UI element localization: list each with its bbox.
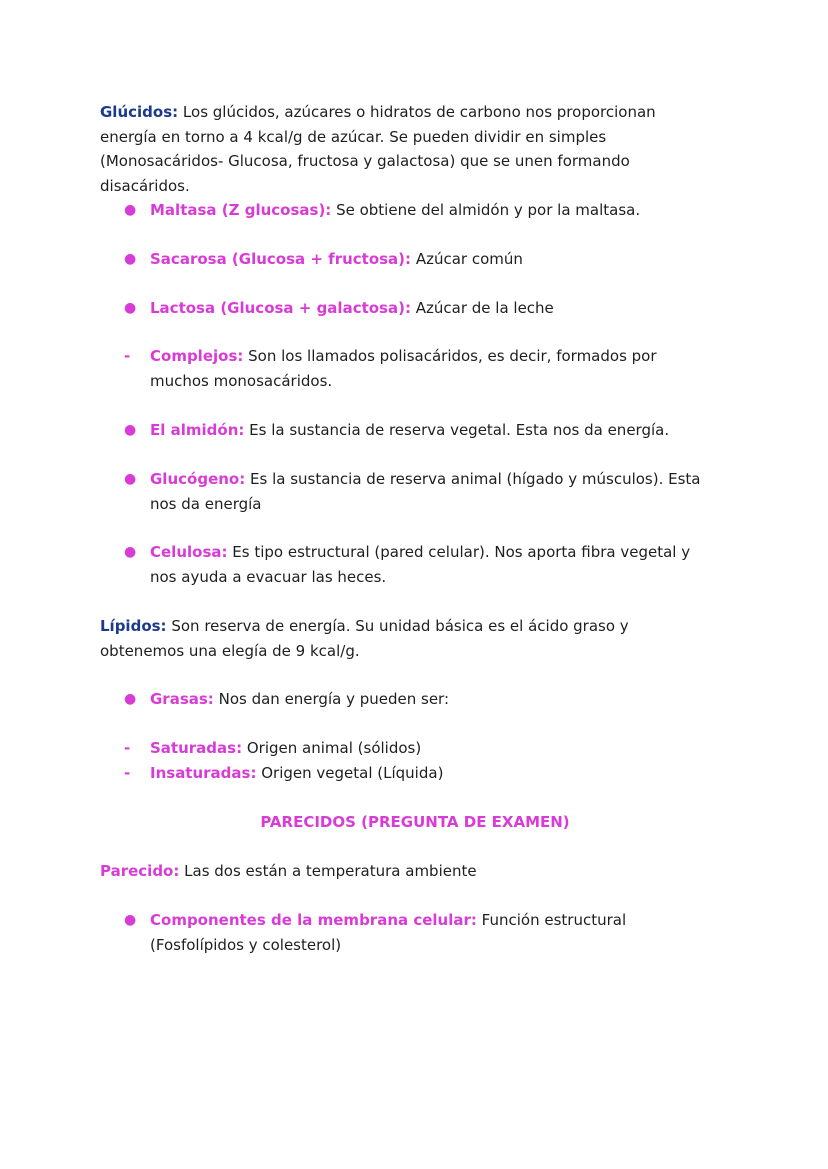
insaturadas-text: Origen vegetal (Líquida) bbox=[261, 764, 444, 782]
lipidos-paragraph bbox=[100, 614, 710, 663]
glucidos-text: Los glúcidos, azúcares o hidratos de carbono nos proporcionan energía en torno a 4 kcal/g de azúcar. Se pueden dividir en simples (Monosacáridos- Glucosa, fructosa y galactosa) que se unen formando disacáridos. bbox=[100, 103, 656, 195]
bullet-marker: ● bbox=[124, 251, 137, 267]
bullet-marker: ● bbox=[124, 471, 137, 487]
glucogeno-text: Es la sustancia de reserva animal (hígado y músculos). Esta nos da energía bbox=[150, 470, 701, 513]
saturadas-label: Saturadas: bbox=[150, 739, 243, 757]
parecido-label: Parecido: bbox=[100, 862, 180, 880]
celulosa-text: Es tipo estructural (pared celular). Nos aporta fibra vegetal y nos ayuda a evacuar las heces. bbox=[150, 543, 691, 586]
list-item-maltasa bbox=[124, 198, 714, 223]
dash-marker: - bbox=[124, 739, 131, 757]
insaturadas-label: Insaturadas: bbox=[150, 764, 257, 782]
bullet-marker: ● bbox=[124, 202, 137, 218]
list-item-lactosa bbox=[124, 296, 714, 321]
componentes-label: Componentes de la membrana celular: bbox=[150, 911, 477, 929]
list-item-celulosa bbox=[124, 540, 714, 589]
grasas-text: Nos dan energía y pueden ser: bbox=[218, 690, 450, 708]
almidon-text: Es la sustancia de reserva vegetal. Esta nos da energía. bbox=[249, 421, 670, 439]
lactosa-label: Lactosa (Glucosa + galactosa): bbox=[150, 299, 411, 317]
list-item-componentes bbox=[124, 908, 714, 957]
componentes-text: Función estructural (Fosfolípidos y colesterol) bbox=[150, 911, 627, 954]
celulosa-label: Celulosa: bbox=[150, 543, 228, 561]
lactosa-text: Azúcar de la leche bbox=[415, 299, 554, 317]
sacarosa-text: Azúcar común bbox=[415, 250, 523, 268]
bullet-marker: ● bbox=[124, 912, 137, 928]
complejos-text: Son los llamados polisacáridos, es decir, formados por muchos monosacáridos. bbox=[150, 347, 657, 390]
lipidos-text: Son reserva de energía. Su unidad básica es el ácido graso y obtenemos una elegía de 9 kcal/g. bbox=[100, 617, 629, 660]
list-item-almidon bbox=[124, 418, 714, 443]
section-heading: PARECIDOS (PREGUNTA DE EXAMEN) bbox=[260, 813, 570, 831]
list-item-sacarosa bbox=[124, 247, 714, 272]
bullet-marker: ● bbox=[124, 544, 137, 560]
list-item-grasas bbox=[124, 687, 714, 712]
bullet-marker: ● bbox=[124, 422, 137, 438]
parecido-paragraph bbox=[100, 859, 710, 884]
sacarosa-label: Sacarosa (Glucosa + fructosa): bbox=[150, 250, 412, 268]
list-item-insaturadas bbox=[124, 761, 714, 786]
dash-marker: - bbox=[124, 347, 131, 365]
glucidos-label: Glúcidos: bbox=[100, 103, 179, 121]
glucidos-paragraph bbox=[100, 100, 710, 198]
almidon-label: El almidón: bbox=[150, 421, 245, 439]
maltasa-text: Se obtiene del almidón y por la maltasa. bbox=[336, 201, 641, 219]
list-item-saturadas bbox=[124, 736, 714, 761]
grasas-label: Grasas: bbox=[150, 690, 214, 708]
glucogeno-label: Glucógeno: bbox=[150, 470, 246, 488]
complejos-label: Complejos: bbox=[150, 347, 244, 365]
maltasa-label: Maltasa (Z glucosas): bbox=[150, 201, 332, 219]
dash-marker: - bbox=[124, 764, 131, 782]
bullet-marker: ● bbox=[124, 691, 137, 707]
bullet-marker: ● bbox=[124, 300, 137, 316]
list-item-complejos bbox=[124, 344, 714, 393]
saturadas-text: Origen animal (sólidos) bbox=[246, 739, 422, 757]
list-item-glucogeno bbox=[124, 467, 714, 516]
lipidos-label: Lípidos: bbox=[100, 617, 167, 635]
parecido-text: Las dos están a temperatura ambiente bbox=[184, 862, 477, 880]
